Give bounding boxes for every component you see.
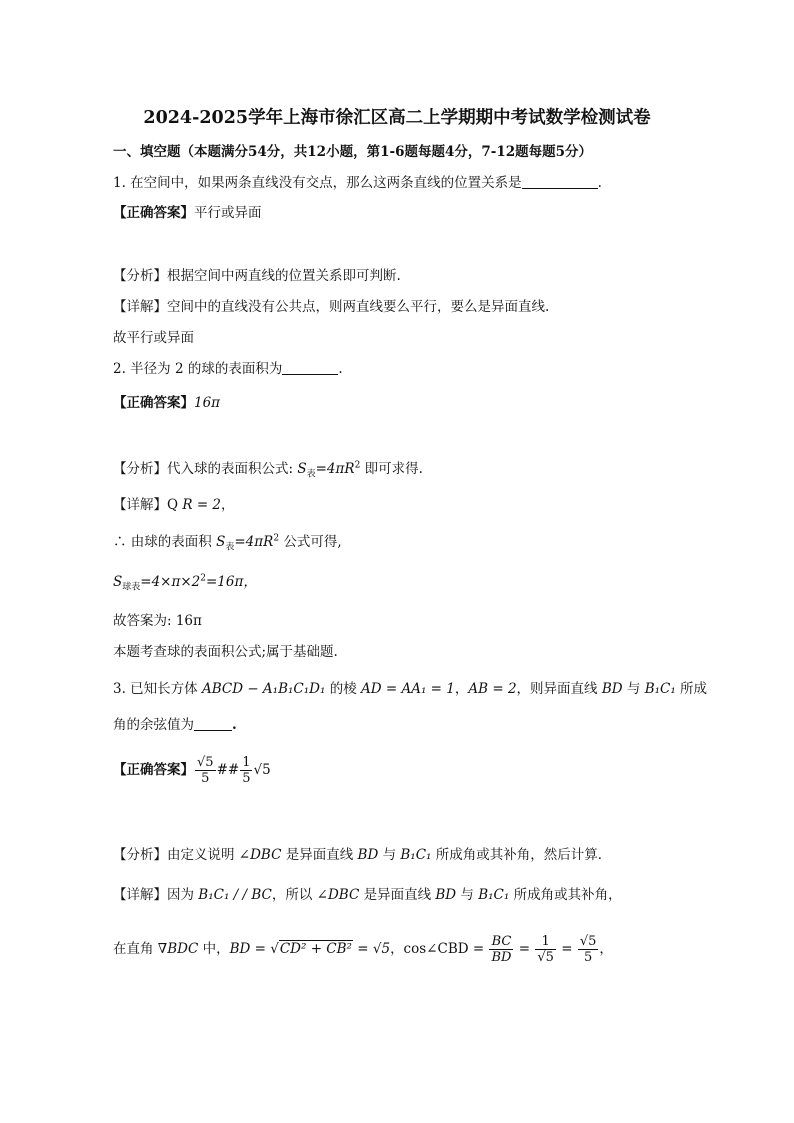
q3-calculation: 在直角 ∇BDC 中，BD = √CD² + CB² = √5，cos∠CBD = $\frac{BC}{BD}$ = $\frac{1}{√5}$ = $\frac{√5}{5}$ ， <box>113 934 613 965</box>
answer-label: 【正确答案】 <box>113 205 194 221</box>
q1-answer-text: 平行或异面 <box>194 205 262 221</box>
q2-step-1: ∴ 由球的表面积 $S_表=4\pi R^2$ 公式可得, <box>113 533 342 553</box>
radicand: CD² + CB² <box>279 941 352 957</box>
q3-stem: 3. 已知长方体 ABCD − A₁B₁C₁D₁ 的棱 AD = AA₁ = 1，AB = 2，则异面直线 BD 与 B₁C₁ 所成 <box>113 681 708 697</box>
q3-stem-line2: 角的余弦值为 . <box>113 717 237 733</box>
q2-detail: 【详解】Q R = 2， <box>113 497 235 513</box>
q1-conclusion: 故平行或异面 <box>113 330 194 346</box>
analysis-label: 【分析】 <box>113 268 167 284</box>
q2-note: 本题考查球的表面积公式;属于基础题. <box>113 644 338 660</box>
q3-analysis: 【分析】由定义说明 ∠DBC 是异面直线 BD 与 B₁C₁ 所成角或其补角，然后计算． <box>113 847 612 863</box>
q2-step-2: $S_{球表}=4\times\pi\times 2^2=16\pi$， <box>113 573 257 593</box>
section-heading: 一、填空题（本题满分54分，共12小题，第1-6题每题4分，7-12题每题5分） <box>113 144 593 160</box>
page-title: 2024-2025学年上海市徐汇区高二上学期期中考试数学检测试卷 <box>143 108 651 128</box>
q1-analysis: 【分析】根据空间中两直线的位置关系即可判断. <box>113 268 401 284</box>
q3-detail: 【详解】因为 B₁C₁ / / BC，所以 ∠DBC 是异面直线 BD 与 B₁C₁ 所成角或其补角， <box>113 887 622 903</box>
q3-answer-fraction: $\frac{√5}{5}$ <box>197 755 214 786</box>
q1-stem-text: 1. 在空间中，如果两条直线没有交点，那么这两条直线的位置关系是 <box>113 175 522 191</box>
q1-detail: 【详解】空间中的直线没有公共点，则两直线要么平行，要么是异面直线. <box>113 299 550 315</box>
q1-answer-blank <box>522 174 598 189</box>
q1-stem: 1. 在空间中，如果两条直线没有交点，那么这两条直线的位置关系是 . <box>113 175 602 191</box>
detail-label: 【详解】 <box>113 299 167 315</box>
q2-answer-text: 16π <box>194 395 221 411</box>
q3-answer-blank <box>194 716 232 731</box>
q2-analysis: 【分析】代入球的表面积公式: $S_表=4\pi R^2$ 即可求得. <box>113 460 423 480</box>
q2-stem: 2. 半径为 2 的球的表面积为 . <box>113 361 343 377</box>
q3-answer: 【正确答案】 $\frac{√5}{5}$ ## $\frac{1}{5}$ √5 <box>113 755 271 786</box>
q2-conclusion: 故答案为: 16π <box>113 613 202 629</box>
q2-answer-blank <box>282 360 338 375</box>
q1-answer <box>113 203 262 223</box>
q2-answer: 【正确答案】16π <box>113 395 221 411</box>
